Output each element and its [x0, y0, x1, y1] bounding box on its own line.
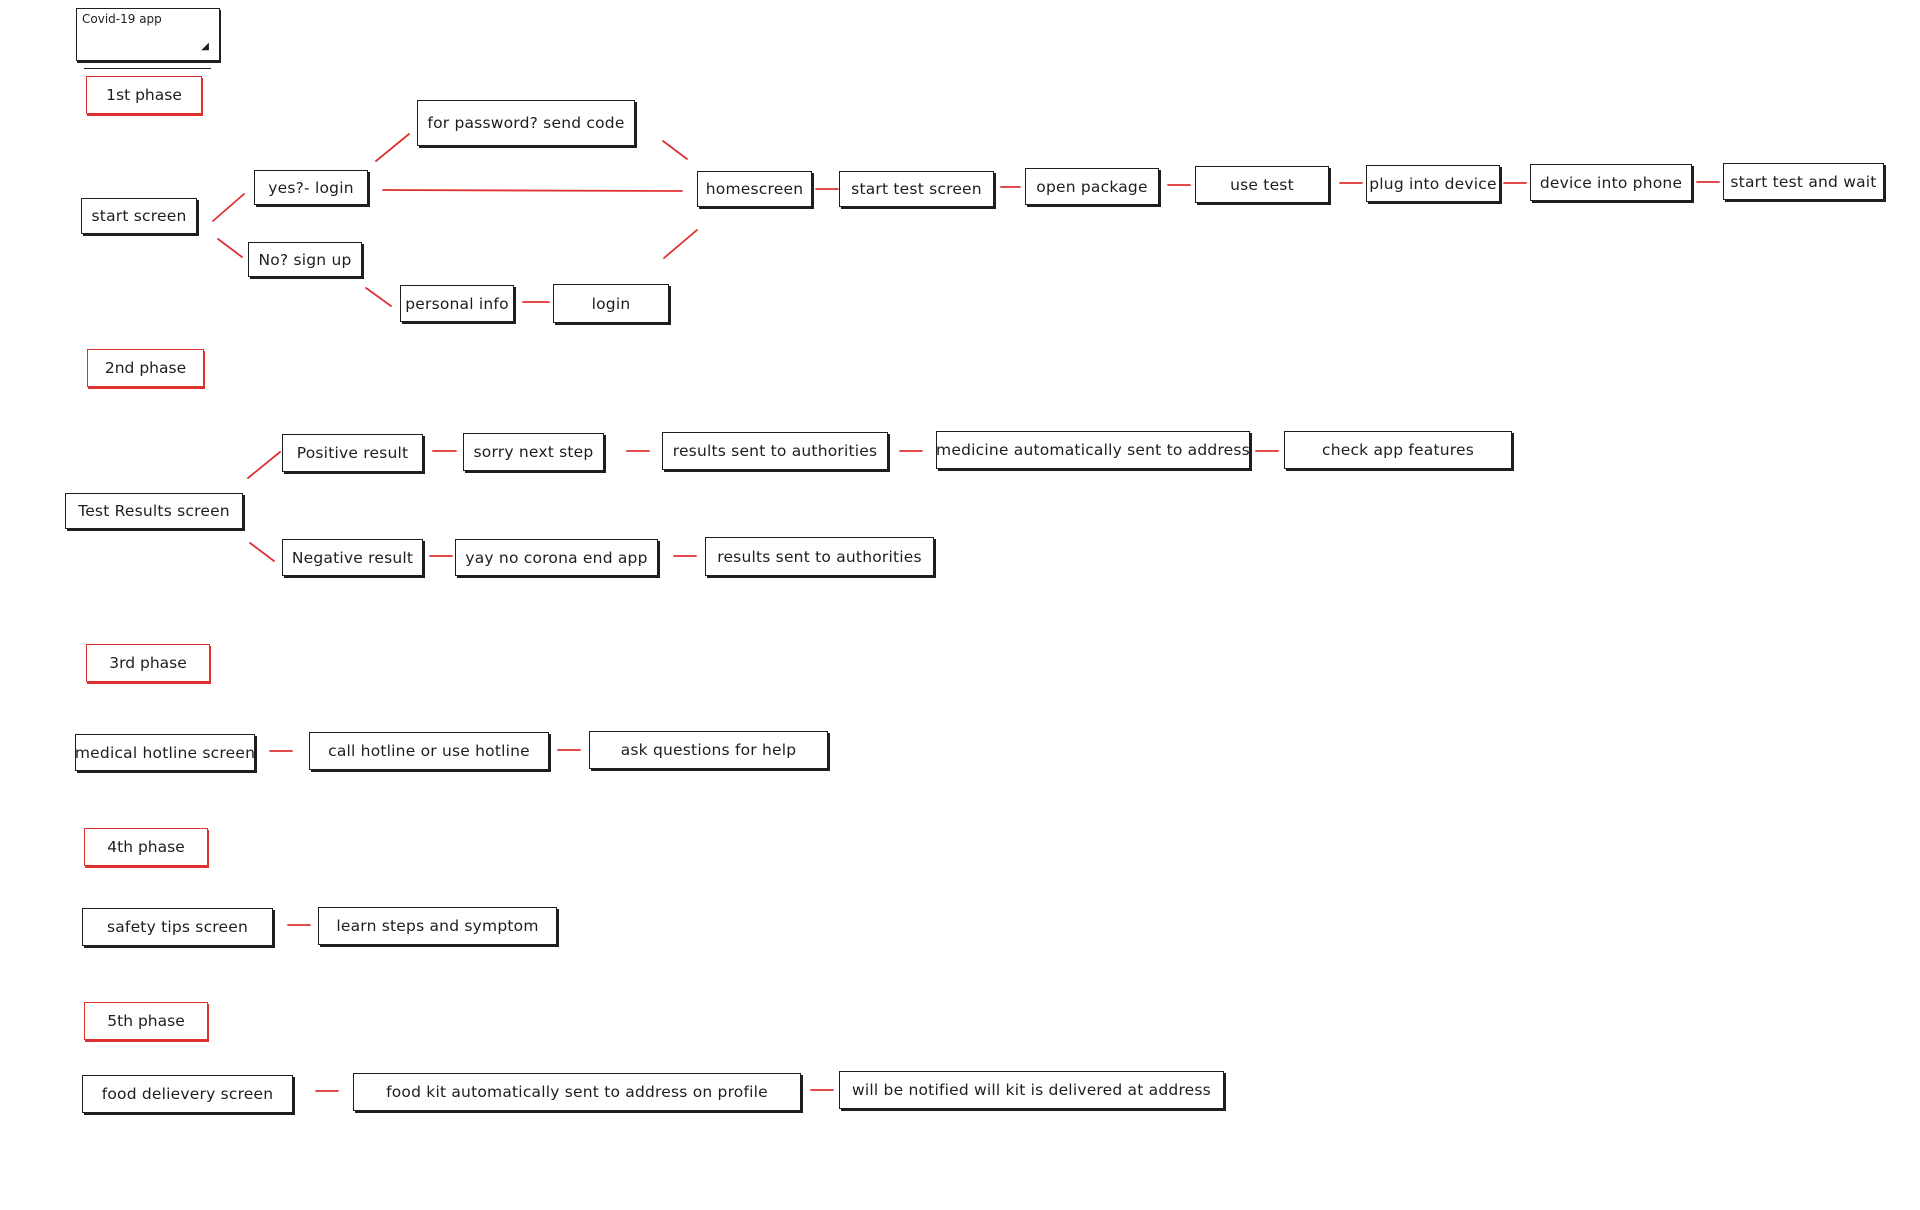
food-delivery-screen-node: food delievery screen [82, 1075, 293, 1113]
personal-info-node: personal info [400, 285, 514, 322]
plug-into-device-node: plug into device [1366, 165, 1500, 202]
homescreen-node: homescreen [697, 171, 812, 207]
resize-handle-icon[interactable]: ◢ [201, 41, 209, 52]
learn-steps-node: learn steps and symptom [318, 907, 557, 945]
connector-results-to-negative [250, 543, 274, 561]
results-sent-authorities-positive-node: results sent to authorities [662, 432, 888, 470]
negative-result-node: Negative result [282, 539, 423, 576]
connector-login-to-homescreen [664, 230, 697, 258]
yay-no-corona-node: yay no corona end app [455, 539, 658, 576]
phase-4-label: 4th phase [84, 828, 208, 866]
title-underline [84, 68, 211, 69]
connector-start-to-no [218, 239, 242, 257]
phase-1-label: 1st phase [86, 76, 202, 114]
yes-login-node: yes?- login [254, 170, 368, 205]
login-node: login [553, 284, 669, 323]
start-screen-node: start screen [81, 198, 197, 234]
connector-start-to-yes [213, 194, 244, 221]
ask-questions-node: ask questions for help [589, 731, 828, 769]
medicine-sent-node: medicine automatically sent to address [936, 431, 1250, 469]
positive-result-node: Positive result [282, 434, 423, 472]
connector-yes-to-forgot [376, 134, 409, 161]
phase-2-label: 2nd phase [87, 349, 204, 387]
medical-hotline-screen-node: medical hotline screen [75, 734, 255, 771]
connector-yes-to-homescreen [383, 190, 682, 191]
connector-forgot-to-homescreen [663, 141, 687, 159]
no-sign-up-node: No? sign up [248, 242, 362, 277]
connector-no-to-personal [366, 288, 391, 306]
connector-results-to-positive [248, 452, 280, 478]
phase-3-label: 3rd phase [86, 644, 210, 682]
call-hotline-node: call hotline or use hotline [309, 732, 549, 770]
safety-tips-screen-node: safety tips screen [82, 908, 273, 946]
phase-5-label: 5th phase [84, 1002, 208, 1040]
forgot-password-node: for password? send code [417, 100, 635, 146]
sorry-next-step-node: sorry next step [463, 433, 604, 471]
results-sent-authorities-negative-node: results sent to authorities [705, 537, 934, 576]
food-kit-sent-node: food kit automatically sent to address on profile [353, 1073, 801, 1111]
check-app-features-node: check app features [1284, 431, 1512, 469]
use-test-node: use test [1195, 166, 1329, 203]
open-package-node: open package [1025, 168, 1159, 205]
device-into-phone-node: device into phone [1530, 164, 1692, 201]
test-results-screen-node: Test Results screen [65, 493, 243, 529]
app-title: Covid-19 app [82, 12, 162, 26]
will-be-notified-node: will be notified will kit is delivered at address [839, 1071, 1224, 1109]
start-test-screen-node: start test screen [839, 171, 994, 207]
app-title-box[interactable] [76, 8, 220, 61]
start-test-and-wait-node: start test and wait [1723, 163, 1884, 200]
